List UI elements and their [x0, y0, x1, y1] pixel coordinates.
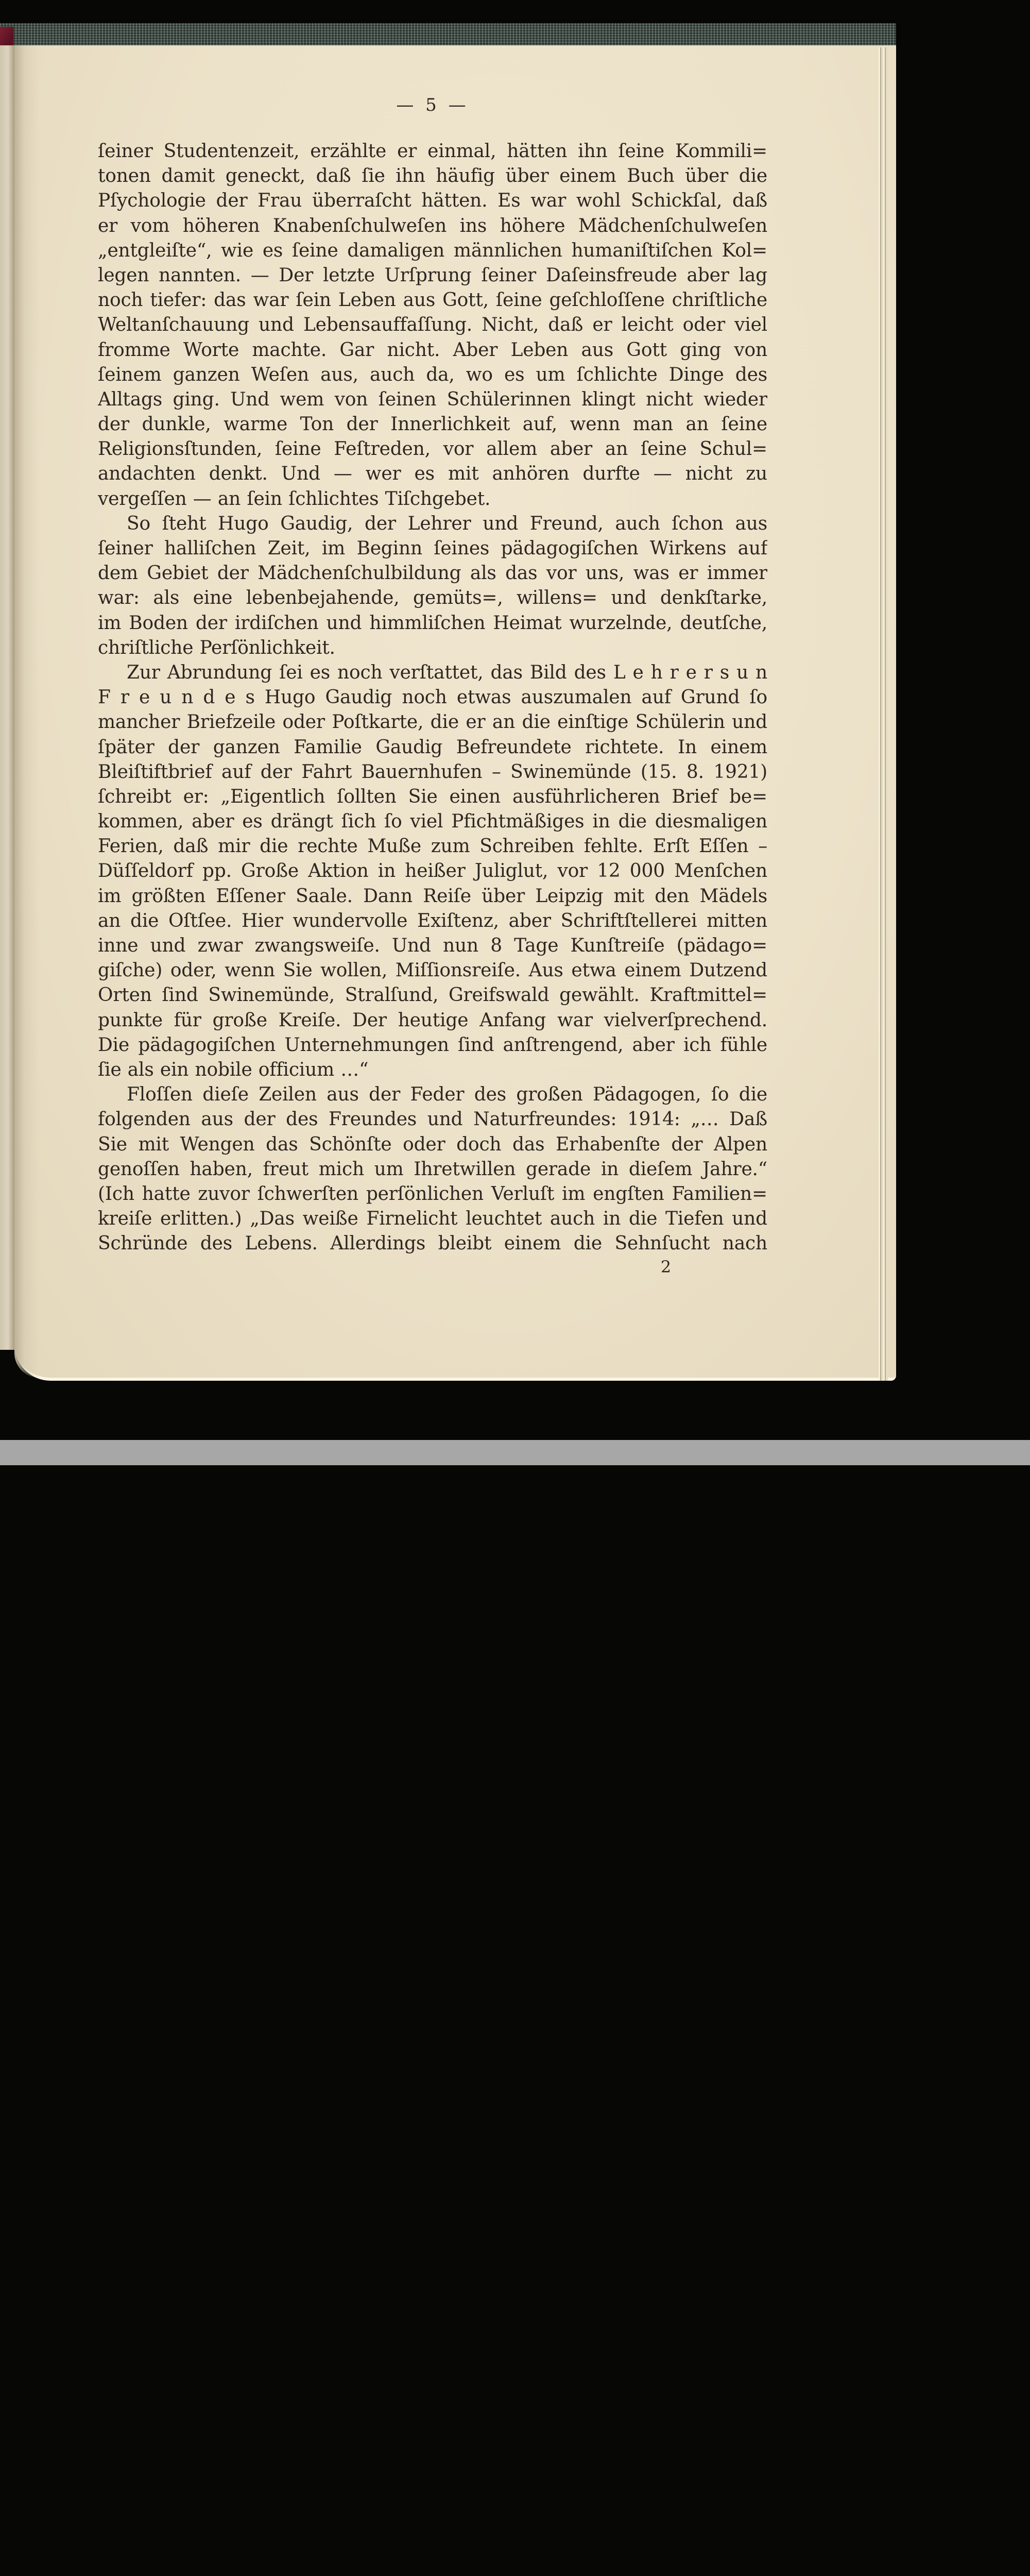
text-line: F r e u n d e s Hugo Gaudig noch etwas auszumalen auf Grund ſo [98, 687, 767, 708]
text-line: kreiſe erlitten.) „Das weiße Firnelicht leuchtet auch in die Tiefen und [98, 1208, 767, 1230]
text-line: Düſſeldorf pp. Große Aktion in heißer Juliglut, vor 12 000 Menſchen [98, 860, 767, 882]
text-line: Floſſen dieſe Zeilen aus der Feder des großen Pädagogen, ſo die [127, 1084, 767, 1106]
text-line: dem Gebiet der Mädchenſchulbildung als das vor uns, was er immer [98, 563, 767, 584]
text-line: inne und zwar zwangsweiſe. Und nun 8 Tage Kunſtreiſe (pädago= [98, 935, 767, 956]
text-line: punkte für große Kreiſe. Der heutige Anfang war vielverſprechend. [98, 1009, 767, 1031]
text-line: tonen damit geneckt, daß ſie ihn häufig über einem Buch über die [98, 165, 767, 187]
text-line: Bleiſtiftbrief auf der Fahrt Bauernhufen – Swinemünde (15. 8. 1921) [98, 761, 767, 783]
text-line: Die pädagogiſchen Unternehmungen ſind anſtrengend, aber ich fühle [98, 1034, 767, 1056]
facing-page-edge [0, 45, 14, 1350]
paragraph [98, 660, 767, 1082]
text-line: Zur Abrundung ſei es noch verſtattet, das Bild des L e h r e r s u n [127, 662, 767, 683]
text-line: Ferien, daß mir die rechte Muße zum Schreiben fehlte. Erſt Eſſen – [98, 836, 767, 857]
text-line: Orten ſind Swinemünde, Stralſund, Greifswald gewählt. Kraftmittel= [98, 985, 767, 1006]
text-line: Weltanſchauung und Lebensauffaſſung. Nicht, daß er leicht oder viel [98, 314, 767, 336]
paragraph [98, 139, 767, 512]
text-line: So ſteht Hugo Gaudig, der Lehrer und Freund, auch ſchon aus [127, 513, 767, 534]
text-line: ſeinem ganzen Weſen aus, auch da, wo es um ſchlichte Dinge des [98, 364, 767, 385]
text-line: ſchreibt er: „Eigentlich ſollten Sie einen ausführlicheren Brief be= [98, 786, 767, 807]
text-line: mancher Briefzeile oder Poſtkarte, die er an die einſtige Schülerin und [98, 711, 767, 733]
text-line: chriſtliche Perſönlichkeit. [98, 637, 335, 658]
text-line: fromme Worte machte. Gar nicht. Aber Leben aus Gott ging von [98, 339, 767, 361]
text-line: er vom höheren Knabenſchulweſen ins höhere Mädchenſchulweſen [98, 215, 767, 236]
text-line: Alltags ging. Und wem von ſeinen Schülerinnen klingt nicht wieder [98, 388, 767, 410]
text-line: ſie als ein nobile officium …“ [98, 1059, 369, 1080]
text-line: folgenden aus der des Freundes und Naturfreundes: 1914: „… Daß [98, 1109, 767, 1130]
text-line: genoſſen haben, freut mich um Ihretwillen gerade in dieſem Jahre.“ [98, 1158, 767, 1180]
text-line: ſeiner Studentenzeit, erzählte er einmal, hätten ihn ſeine Kommili= [98, 141, 767, 162]
paragraph [98, 512, 767, 660]
text-line: an die Oſtſee. Hier wundervolle Exiſtenz, aber Schriftſtellerei mitten [98, 910, 767, 931]
text-line: andachten denkt. Und — wer es mit anhören durfte — nicht zu [98, 463, 767, 485]
text-line: Pſychologie der Frau überraſcht hätten. Es war wohl Schickſal, daß [98, 190, 767, 212]
text-line: ſeiner halliſchen Zeit, im Beginn ſeines pädagogiſchen Wirkens auf [98, 538, 767, 559]
text-block [98, 139, 767, 1256]
text-line: noch tiefer: das war ſein Leben aus Gott, ſeine geſchloſſene chriſtliche [98, 290, 767, 311]
digitization-footer-bar [0, 1440, 1030, 1465]
text-line: giſche) oder, wenn Sie wollen, Miſſionsreiſe. Aus etwa einem Dutzend [98, 960, 767, 981]
text-line: Sie mit Wengen das Schönſte oder doch das Erhabenſte der Alpen [98, 1133, 767, 1155]
text-line: im Boden der irdiſchen und himmliſchen Heimat wurzelnde, deutſche, [98, 612, 767, 634]
text-line: der dunkle, warme Ton der Innerlichkeit auf, wenn man an ſeine [98, 414, 767, 435]
scanned-page [14, 45, 896, 1381]
text-line: Schründe des Lebens. Allerdings bleibt einem die Sehnſucht nach [98, 1233, 767, 1255]
text-line: vergeſſen — an ſein ſchlichtes Tiſchgebet. [98, 488, 491, 510]
paragraph [98, 1082, 767, 1256]
page-stack-edge [879, 47, 888, 1381]
sheet-signature: 2 [660, 1257, 672, 1277]
page-number: — 5 — [396, 95, 469, 115]
text-line: „entgleiſte“, wie es ſeine damaligen männlichen humaniſtiſchen Kol= [98, 240, 767, 261]
text-line: (Ich hatte zuvor ſchwerſten perſönlichen Verluſt im engſten Familien= [98, 1183, 767, 1205]
text-line: kommen, aber es drängt ſich ſo viel Pfichtmäßiges in die diesmaligen [98, 811, 767, 833]
text-line: im größten Eſſener Saale. Dann Reiſe über Leipzig mit den Mädels [98, 885, 767, 907]
text-line: war: als eine lebenbejahende, gemüts=, willens= und denkſtarke, [98, 587, 767, 609]
text-line: legen nannten. — Der letzte Urſprung ſeiner Daſeinsfreude aber lag [98, 264, 767, 286]
text-line: Religionsſtunden, ſeine Feſtreden, vor allem aber an ſeine Schul= [98, 438, 767, 460]
book-cover-cloth-edge [0, 23, 896, 45]
book-red-edge [0, 27, 13, 47]
text-line: ſpäter der ganzen Familie Gaudig Befreundete richtete. In einem [98, 736, 767, 758]
